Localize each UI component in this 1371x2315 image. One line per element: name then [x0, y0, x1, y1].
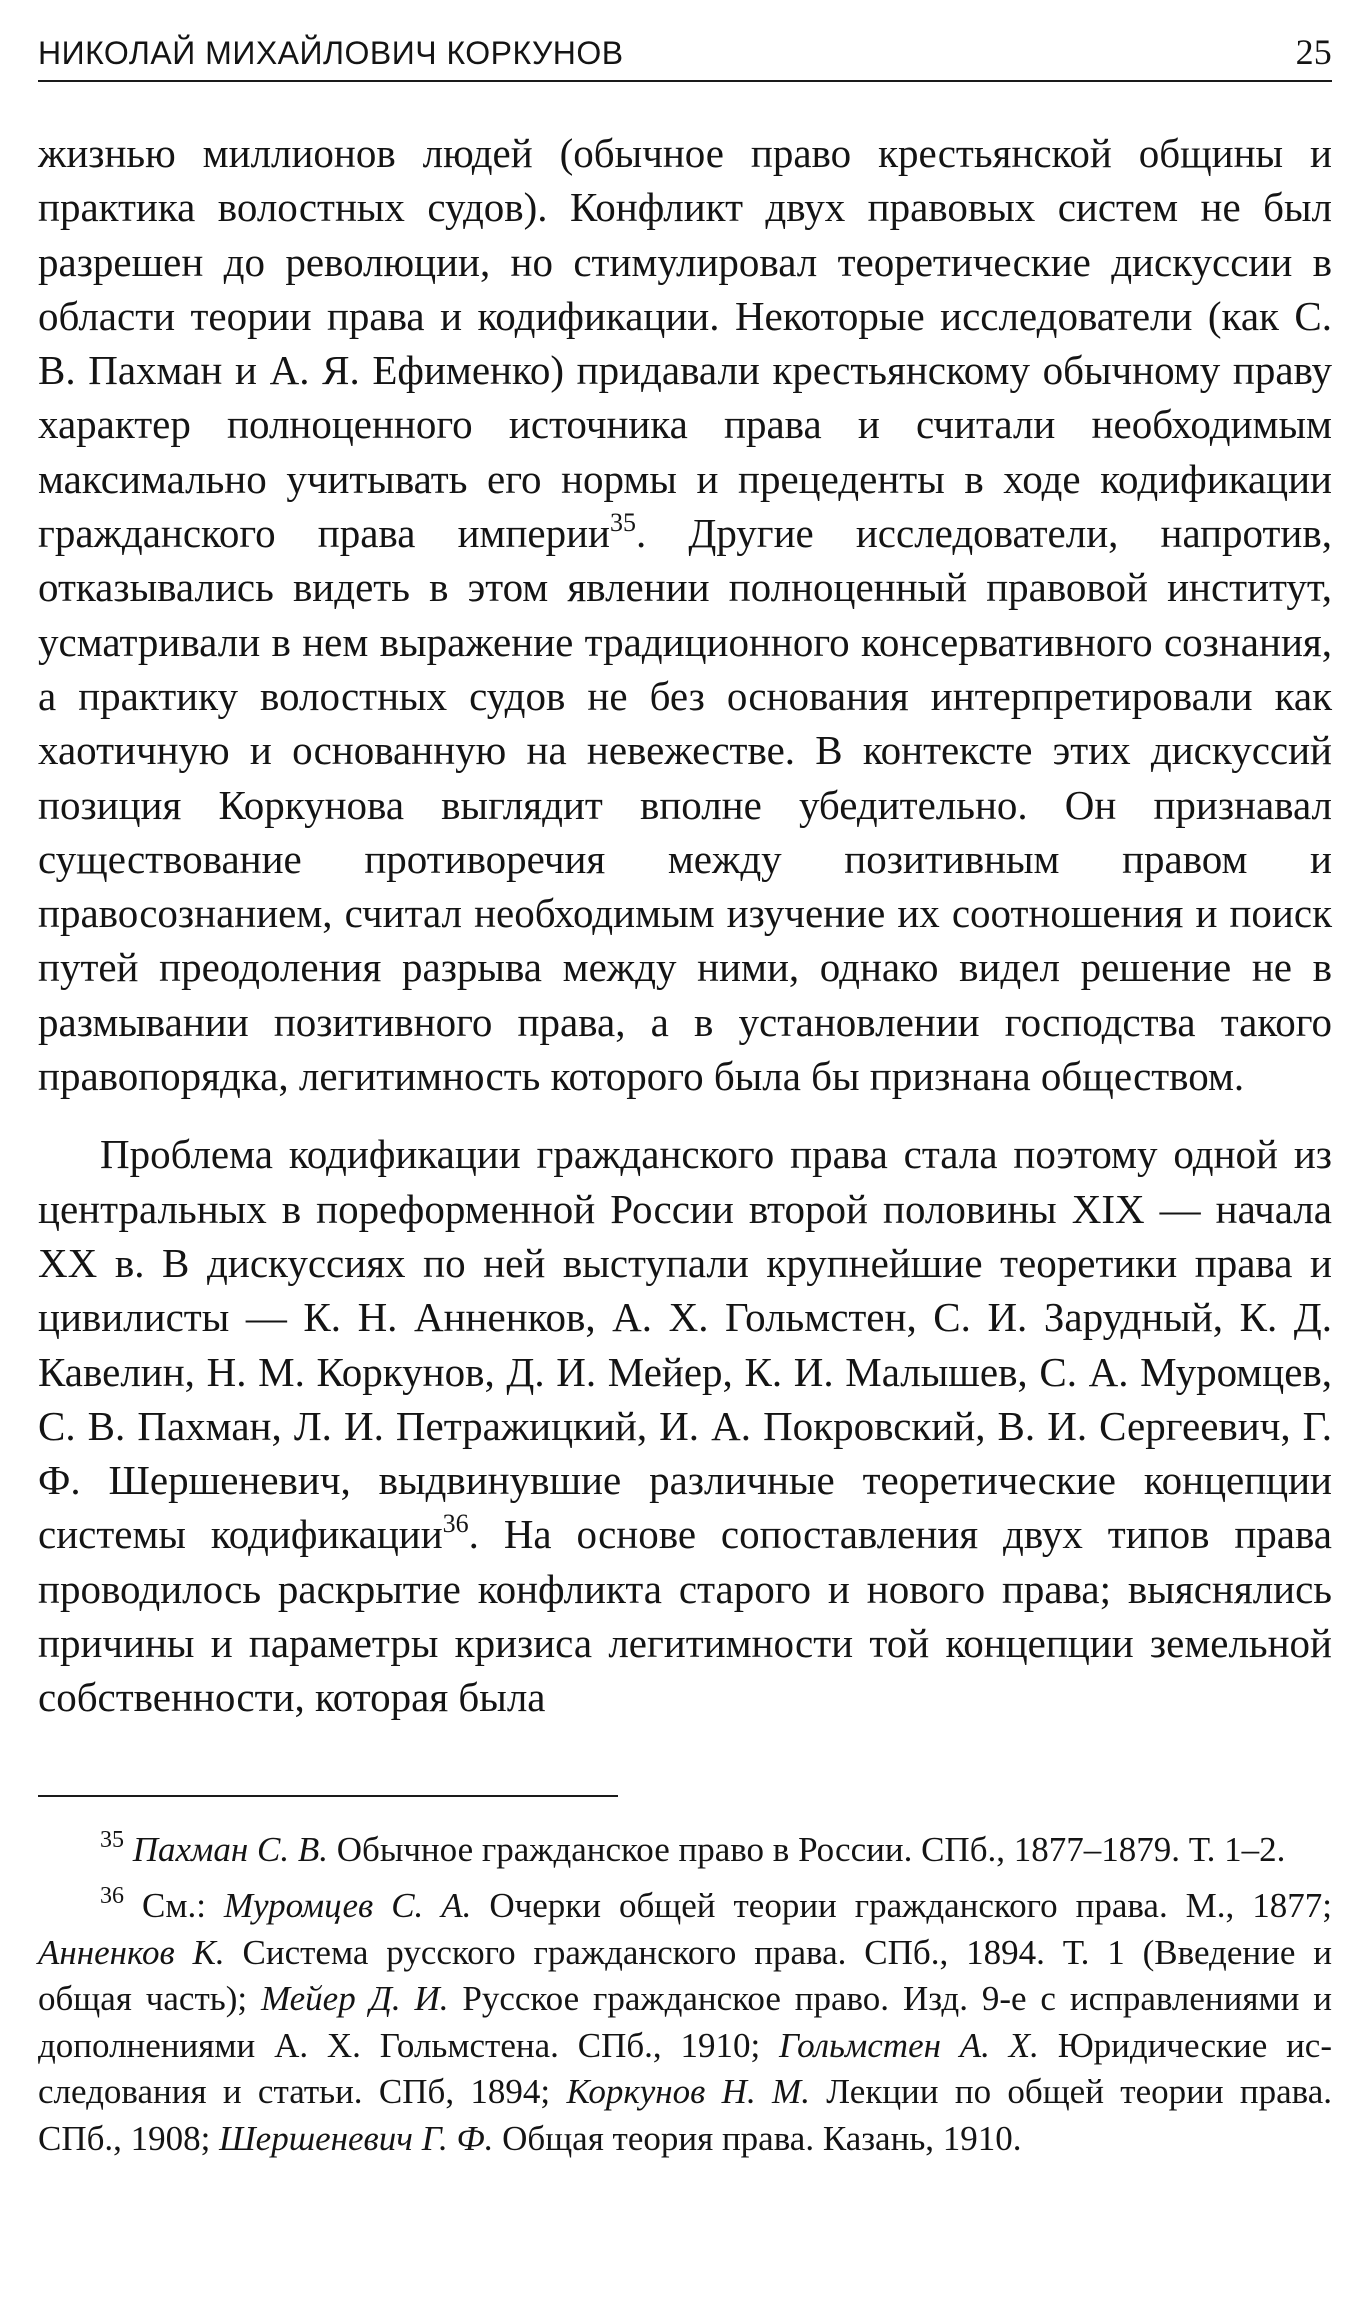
- footnote-number: 35: [100, 1826, 124, 1853]
- main-text: [38, 126, 1332, 1725]
- footnote-author: Мейер Д. И.: [260, 1979, 449, 2019]
- footnote-author: Муромцев С. А.: [223, 1886, 472, 1926]
- footnote-separator: [38, 1795, 618, 1797]
- paragraph-1: [38, 126, 1332, 1103]
- footnote-number: 36: [100, 1883, 124, 1910]
- footnote-author: Анненков К.: [38, 1932, 225, 1972]
- paragraph-2-text-a: Проблема кодификации гражданского права стала поэтому одной из центральных в пореформенной России второй половины XIX — начала XX в. В дискуссиях по ней выступали крупнейшие теоретики права и цивилисты — К. Н. Анненков, А. Х. Гольмстен, С. И. Зарудный, К. Д. Кавелин, Н. М. Коркунов, Д. И. Мейер, К. И. Малышев, С. А. Муромцев, С. В. Пахман, Л. И. Петражицкий, И. А. Покровский, В. И. Сергеевич, Г. Ф. Шершеневич, выдвинувшие различные теоретические концепции системы кодификации: [38, 1131, 1332, 1558]
- footnote-36: [38, 1883, 1332, 2162]
- running-title: НИКОЛАЙ МИХАЙЛОВИЧ КОРКУНОВ: [38, 35, 624, 71]
- footnote-author: Шершеневич Г. Ф.: [219, 2118, 494, 2158]
- header-rule: [38, 80, 1332, 82]
- paragraph-1-text-a: жизнью миллионов людей (обычное право крестьянской общины и практика волостных судов). Конфликт двух правовых систем не был разрешен до революции, но стимулировал теоретические дискуссии в области теории права и кодификации. Некоторые исследователи (как С. В. Пахман и А. Я. Ефименко) придавали крестьянскому обычному праву характер полноценного источника права и считали необходимым максимально учитывать его нормы и прецеденты в ходе кодификации гражданского права империи: [38, 130, 1332, 557]
- footnote-text: Юридические исследования и статьи. СПб, 1894;: [38, 2025, 1332, 2112]
- running-header: [38, 28, 1332, 76]
- book-page: [38, 28, 1332, 2162]
- footnote-ref-35[interactable]: 35: [609, 508, 636, 538]
- footnote-author: Пахман С. В.: [132, 1829, 328, 1869]
- footnote-ref-36[interactable]: 36: [442, 1509, 469, 1539]
- footnote-author: Коркунов Н. М.: [566, 2072, 810, 2112]
- footnote-text: Система русского гражданского права. СПб., 1894. Т. 1 (Введение и общая часть);: [38, 1932, 1332, 2019]
- footnote-prefix: См.:: [124, 1886, 224, 1926]
- footnotes: [38, 1827, 1332, 2163]
- footnote-text: Очерки общей теории гражданского права. М., 1877;: [471, 1886, 1332, 1926]
- footnote-author: Гольмстен А. Х.: [779, 2025, 1039, 2065]
- footnote-text: Русское гражданское право. Изд. 9-е с исправлениями и дополнениями А. Х. Гольмстена. СПб., 1910;: [38, 1979, 1332, 2065]
- page-number: 25: [1295, 32, 1332, 72]
- paragraph-2: [38, 1127, 1332, 1724]
- paragraph-1-text-b: . Другие исследователи, напротив, отказывались видеть в этом явлении полноценный правовой институт, усматривали в нем выражение традиционного консервативного сознания, а практику волостных судов не без основания интерпретировали как хаотичную и основанную на невежестве. В контексте этих дискуссий позиция Коркунова выглядит вполне убедительно. Он признавал существование противоречия между позитивным правом и правосознанием, считал необходимым изучение их соотношения и поиск путей преодоления разрыва между ними, однако видел решение не в размывании позитивного права, а в установлении господства такого правопорядка, легитимность которого была бы признана обществом.: [38, 510, 1332, 1100]
- footnote-text: Лекции по общей теории права. СПб., 1908;: [38, 2072, 1333, 2158]
- footnote-text: Общая теория права. Казань, 1910.: [493, 2118, 1022, 2158]
- footnote-text: Обычное гражданское право в России. СПб., 1877–1879. Т. 1–2.: [327, 1829, 1286, 1869]
- paragraph-2-text-b: . На основе сопоставления двух типов права проводилось раскрытие конфликта старого и нового права; выяснялись причины и параметры кризиса легитимности той концепции земельной собственности, которая была: [38, 1511, 1333, 1721]
- footnote-35: [38, 1827, 1332, 1874]
